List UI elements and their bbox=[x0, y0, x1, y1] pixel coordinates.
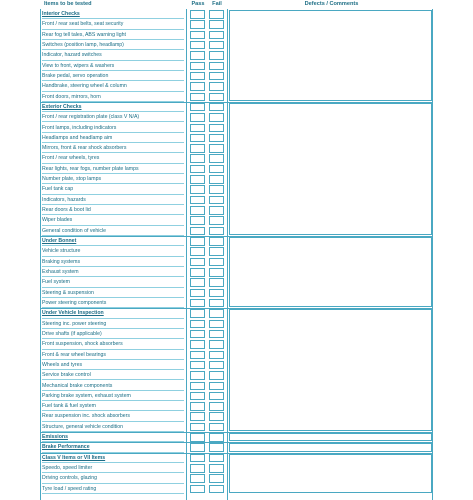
fail-checkbox[interactable] bbox=[209, 113, 224, 122]
fail-checkbox[interactable] bbox=[209, 134, 224, 143]
section-title: Under Vehicle Inspection bbox=[42, 308, 184, 318]
fail-checkbox[interactable] bbox=[209, 31, 224, 40]
fail-checkbox[interactable] bbox=[209, 454, 224, 463]
item-label: Fuel system bbox=[42, 277, 184, 287]
fail-checkbox[interactable] bbox=[209, 247, 224, 256]
pass-checkbox[interactable] bbox=[190, 216, 205, 225]
defects-comments-box[interactable] bbox=[229, 309, 432, 431]
pass-checkbox[interactable] bbox=[190, 474, 205, 483]
fail-checkbox[interactable] bbox=[209, 423, 224, 432]
item-label: Mirrors, front & rear shock absorbers bbox=[42, 143, 184, 153]
fail-checkbox[interactable] bbox=[209, 278, 224, 287]
fail-checkbox[interactable] bbox=[209, 330, 224, 339]
defects-comments-box[interactable] bbox=[229, 237, 432, 307]
section-title: Class V Items or VII Items bbox=[42, 453, 184, 463]
pass-checkbox[interactable] bbox=[190, 185, 205, 194]
item-label: Steering & suspension bbox=[42, 288, 184, 298]
pass-checkbox[interactable] bbox=[190, 443, 205, 452]
item-label: Front / rear registration plate (class V N/A) bbox=[42, 112, 184, 122]
fail-checkbox[interactable] bbox=[209, 124, 224, 133]
pass-checkbox[interactable] bbox=[190, 10, 205, 19]
item-label: Vehicle structure bbox=[42, 246, 184, 256]
fail-checkbox[interactable] bbox=[209, 144, 224, 153]
item-label: General condition of vehicle bbox=[42, 226, 184, 236]
fail-checkbox[interactable] bbox=[209, 299, 224, 308]
items-column-header: Items to be tested bbox=[44, 1, 92, 7]
fail-checkbox[interactable] bbox=[209, 309, 224, 318]
pass-checkbox[interactable] bbox=[190, 103, 205, 112]
fail-checkbox[interactable] bbox=[209, 216, 224, 225]
pass-checkbox[interactable] bbox=[190, 124, 205, 133]
pass-checkbox[interactable] bbox=[190, 51, 205, 60]
item-label: Braking systems bbox=[42, 257, 184, 267]
defects-column-header: Defects / Comments bbox=[304, 1, 359, 7]
fail-checkbox[interactable] bbox=[209, 351, 224, 360]
pass-checkbox[interactable] bbox=[190, 113, 205, 122]
item-label: Front suspension, shock absorbers bbox=[42, 339, 184, 349]
fail-checkbox[interactable] bbox=[209, 227, 224, 236]
item-label: Number plate, stop lamps bbox=[42, 174, 184, 184]
fail-checkbox[interactable] bbox=[209, 175, 224, 184]
item-label: Fuel tank & fuel system bbox=[42, 401, 184, 411]
fail-checkbox[interactable] bbox=[209, 206, 224, 215]
pass-checkbox[interactable] bbox=[190, 485, 205, 494]
pass-checkbox[interactable] bbox=[190, 237, 205, 246]
pass-checkbox[interactable] bbox=[190, 330, 205, 339]
pass-checkbox[interactable] bbox=[190, 93, 205, 102]
pass-column-header: Pass bbox=[191, 1, 205, 7]
defects-comments-box[interactable] bbox=[229, 433, 432, 441]
fail-checkbox[interactable] bbox=[209, 185, 224, 194]
pass-checkbox[interactable] bbox=[190, 20, 205, 29]
defects-comments-box[interactable] bbox=[229, 454, 432, 493]
item-label: Power steering components bbox=[42, 298, 184, 308]
pass-checkbox[interactable] bbox=[190, 382, 205, 391]
defects-comments-box[interactable] bbox=[229, 443, 432, 451]
fail-checkbox[interactable] bbox=[209, 10, 224, 19]
item-label: Speedo, speed limiter bbox=[42, 463, 184, 473]
defects-comments-box[interactable] bbox=[229, 103, 432, 235]
pass-checkbox[interactable] bbox=[190, 41, 205, 50]
item-label: Rear suspension inc. shock absorbers bbox=[42, 411, 184, 421]
section-title: Exterior Checks bbox=[42, 102, 184, 112]
item-label: Drive shafts (if applicable) bbox=[42, 329, 184, 339]
pass-checkbox[interactable] bbox=[190, 351, 205, 360]
fail-checkbox[interactable] bbox=[209, 320, 224, 329]
fail-checkbox[interactable] bbox=[209, 412, 224, 421]
fail-checkbox[interactable] bbox=[209, 62, 224, 71]
pass-checkbox[interactable] bbox=[190, 402, 205, 411]
item-label: Front / rear seat belts, seat security bbox=[42, 19, 184, 29]
fail-checkbox[interactable] bbox=[209, 154, 224, 163]
section-title: Brake Performance bbox=[42, 442, 184, 452]
fail-checkbox[interactable] bbox=[209, 103, 224, 112]
fail-checkbox[interactable] bbox=[209, 196, 224, 205]
section-title: Emissions bbox=[42, 432, 184, 442]
fail-checkbox[interactable] bbox=[209, 72, 224, 81]
pass-checkbox[interactable] bbox=[190, 454, 205, 463]
fail-checkbox[interactable] bbox=[209, 433, 224, 442]
item-label: Mechanical brake components bbox=[42, 381, 184, 391]
item-label: Handbrake, steering wheel & column bbox=[42, 81, 184, 91]
pass-checkbox[interactable] bbox=[190, 464, 205, 473]
item-label: Wiper blades bbox=[42, 215, 184, 225]
pass-checkbox[interactable] bbox=[190, 72, 205, 81]
pass-checkbox[interactable] bbox=[190, 320, 205, 329]
pass-checkbox[interactable] bbox=[190, 371, 205, 380]
pass-checkbox[interactable] bbox=[190, 31, 205, 40]
item-label: Indicator, hazard switches bbox=[42, 50, 184, 60]
fail-checkbox[interactable] bbox=[209, 51, 224, 60]
pass-checkbox[interactable] bbox=[190, 392, 205, 401]
pass-checkbox[interactable] bbox=[190, 175, 205, 184]
item-label: Rear lights, rear fogs, number plate lamps bbox=[42, 164, 184, 174]
pass-checkbox[interactable] bbox=[190, 268, 205, 277]
pass-checkbox[interactable] bbox=[190, 423, 205, 432]
fail-checkbox[interactable] bbox=[209, 41, 224, 50]
fail-checkbox[interactable] bbox=[209, 289, 224, 298]
item-label: Driving controls, glazing bbox=[42, 473, 184, 483]
fail-checkbox[interactable] bbox=[209, 474, 224, 483]
pass-checkbox[interactable] bbox=[190, 247, 205, 256]
pass-checkbox[interactable] bbox=[190, 227, 205, 236]
fail-checkbox[interactable] bbox=[209, 371, 224, 380]
item-label: Exhaust system bbox=[42, 267, 184, 277]
fail-checkbox[interactable] bbox=[209, 340, 224, 349]
pass-checkbox[interactable] bbox=[190, 165, 205, 174]
item-label: Front & rear wheel bearings bbox=[42, 350, 184, 360]
pass-checkbox[interactable] bbox=[190, 154, 205, 163]
pass-checkbox[interactable] bbox=[190, 299, 205, 308]
item-label: Brake pedal, servo operation bbox=[42, 71, 184, 81]
fail-checkbox[interactable] bbox=[209, 443, 224, 452]
fail-checkbox[interactable] bbox=[209, 382, 224, 391]
pass-checkbox[interactable] bbox=[190, 361, 205, 370]
pass-checkbox[interactable] bbox=[190, 289, 205, 298]
pass-checkbox[interactable] bbox=[190, 340, 205, 349]
pass-checkbox[interactable] bbox=[190, 433, 205, 442]
fail-checkbox[interactable] bbox=[209, 258, 224, 267]
item-label: Headlamps and headlamp aim bbox=[42, 133, 184, 143]
pass-checkbox[interactable] bbox=[190, 82, 205, 91]
item-label: Service brake control bbox=[42, 370, 184, 380]
fail-checkbox[interactable] bbox=[209, 93, 224, 102]
pass-checkbox[interactable] bbox=[190, 278, 205, 287]
fail-checkbox[interactable] bbox=[209, 485, 224, 494]
item-label: Structure, general vehicle condition bbox=[42, 422, 184, 432]
fail-checkbox[interactable] bbox=[209, 20, 224, 29]
pass-checkbox[interactable] bbox=[190, 196, 205, 205]
fail-checkbox[interactable] bbox=[209, 392, 224, 401]
item-label: Parking brake system, exhaust system bbox=[42, 391, 184, 401]
item-label: Front / rear wheels, tyres bbox=[42, 153, 184, 163]
fail-checkbox[interactable] bbox=[209, 361, 224, 370]
item-label: Fuel tank cap bbox=[42, 184, 184, 194]
item-label: Wheels and tyres bbox=[42, 360, 184, 370]
section-title: Under Bonnet bbox=[42, 236, 184, 246]
pass-checkbox[interactable] bbox=[190, 62, 205, 71]
fail-checkbox[interactable] bbox=[209, 402, 224, 411]
item-label: Switches (position lamp, headlamp) bbox=[42, 40, 184, 50]
item-label: Front lamps, including indicators bbox=[42, 123, 184, 133]
item-label: Front doors, mirrors, horn bbox=[42, 92, 184, 102]
fail-checkbox[interactable] bbox=[209, 82, 224, 91]
fail-checkbox[interactable] bbox=[209, 464, 224, 473]
item-label: Rear doors & boot lid bbox=[42, 205, 184, 215]
fail-checkbox[interactable] bbox=[209, 165, 224, 174]
pass-checkbox[interactable] bbox=[190, 309, 205, 318]
pass-checkbox[interactable] bbox=[190, 206, 205, 215]
item-label: Indicators, hazards bbox=[42, 195, 184, 205]
item-label: Rear fog tell tales, ABS warning light bbox=[42, 30, 184, 40]
pass-checkbox[interactable] bbox=[190, 258, 205, 267]
pass-checkbox[interactable] bbox=[190, 134, 205, 143]
defects-comments-box[interactable] bbox=[229, 10, 432, 101]
fail-checkbox[interactable] bbox=[209, 268, 224, 277]
item-label: Steering inc. power steering bbox=[42, 319, 184, 329]
item-label: Tyre load / speed rating bbox=[42, 484, 184, 494]
fail-column-header: Fail bbox=[212, 1, 222, 7]
mot-checklist-sheet bbox=[40, 0, 433, 500]
fail-checkbox[interactable] bbox=[209, 237, 224, 246]
item-label: View to front, wipers & washers bbox=[42, 61, 184, 71]
pass-checkbox[interactable] bbox=[190, 412, 205, 421]
pass-checkbox[interactable] bbox=[190, 144, 205, 153]
section-title: Interior Checks bbox=[42, 9, 184, 19]
